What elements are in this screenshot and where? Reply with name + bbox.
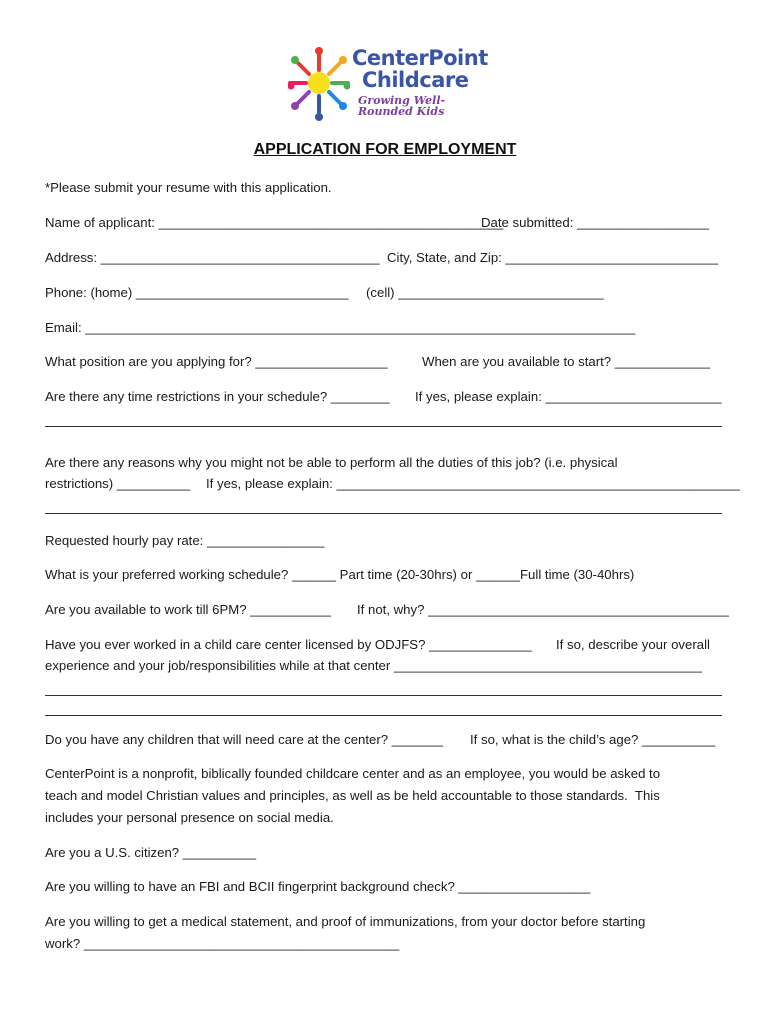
nonprofit-statement-line2: teach and model Christian values and principles, as well as be held accountable to those standards. This: [45, 788, 660, 803]
phone-cell-field[interactable]: (cell) ____________________________: [366, 285, 604, 300]
duties-restrictions-field[interactable]: restrictions) __________: [45, 476, 191, 491]
phone-home-field[interactable]: Phone: (home) _____________________________: [45, 285, 349, 300]
start-availability-field[interactable]: When are you available to start? _____________: [422, 354, 711, 369]
email-field[interactable]: Email: ___________________________________________________________________________: [45, 320, 636, 335]
answer-line[interactable]: [45, 695, 722, 696]
resume-note: *Please submit your resume with this application.: [45, 180, 332, 195]
odjfs-describe-label: If so, describe your overall: [556, 637, 710, 652]
nonprofit-statement-line3: includes your personal presence on social media.: [45, 810, 334, 825]
time-restrictions-field[interactable]: Are there any time restrictions in your schedule? ________: [45, 389, 390, 404]
fingerprint-field[interactable]: Are you willing to have an FBI and BCII fingerprint background check? __________________: [45, 879, 591, 894]
form-title: APPLICATION FOR EMPLOYMENT: [253, 141, 517, 158]
nonprofit-statement-line1: CenterPoint is a nonprofit, biblically founded childcare center and as an employee, you would be asked to: [45, 766, 661, 781]
medical-field[interactable]: work? ___________________________________________: [45, 936, 400, 951]
logo-name-line2: Childcare: [362, 68, 469, 92]
name-field[interactable]: Name of applicant: _______________________________________________: [45, 215, 504, 230]
till-6pm-field[interactable]: Are you available to work till 6PM? ___________: [45, 602, 331, 617]
medical-question-line1: Are you willing to get a medical statement, and proof of immunizations, from your doctor before starting: [45, 914, 646, 929]
odjfs-field[interactable]: Have you ever worked in a child care center licensed by ODJFS? ______________: [45, 637, 532, 652]
answer-line[interactable]: [45, 715, 722, 716]
duties-explain-field[interactable]: If yes, please explain: _______________________________________________________: [206, 476, 740, 491]
child-age-field[interactable]: If so, what is the child’s age? __________: [470, 732, 716, 747]
children-circle-icon: [288, 46, 350, 124]
schedule-field[interactable]: What is your preferred working schedule? ______ Part time (20-30hrs) or ______Full time (30-40hrs): [45, 567, 635, 582]
logo-name-line1: CenterPoint: [352, 46, 488, 70]
answer-line[interactable]: [45, 426, 722, 427]
answer-line[interactable]: [45, 513, 722, 514]
if-not-why-field[interactable]: If not, why? _________________________________________: [357, 602, 729, 617]
children-care-field[interactable]: Do you have any children that will need care at the center? _______: [45, 732, 444, 747]
date-submitted-field[interactable]: Date submitted: __________________: [481, 215, 710, 230]
time-restrictions-explain-field[interactable]: If yes, please explain: ________________________: [415, 389, 722, 404]
city-state-zip-field[interactable]: City, State, and Zip: _____________________________: [387, 250, 719, 265]
citizen-field[interactable]: Are you a U.S. citizen? __________: [45, 845, 257, 860]
pay-rate-field[interactable]: Requested hourly pay rate: ________________: [45, 533, 325, 548]
duties-question-line1: Are there any reasons why you might not be able to perform all the duties of this job? (i.e. physical: [45, 455, 618, 470]
centerpoint-logo: [288, 44, 498, 124]
address-field[interactable]: Address: ______________________________________: [45, 250, 380, 265]
experience-field[interactable]: experience and your job/responsibilities while at that center __________________________________________: [45, 658, 702, 673]
logo-tagline: Growing Well-Rounded Kids: [358, 94, 446, 118]
position-field[interactable]: What position are you applying for? __________________: [45, 354, 388, 369]
